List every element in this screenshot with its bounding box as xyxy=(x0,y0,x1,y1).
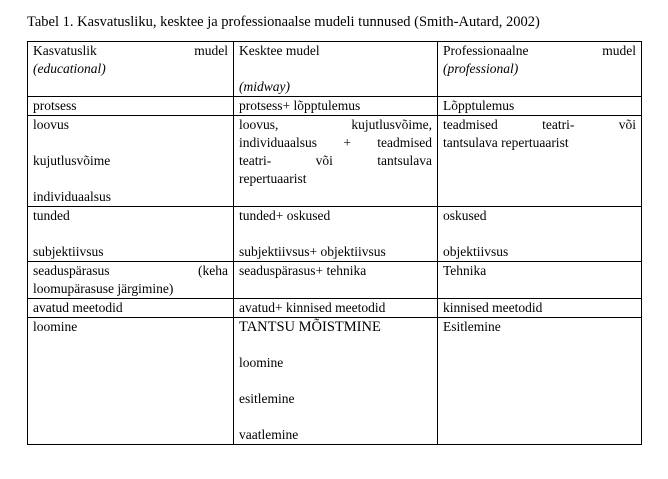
cell-r6-midway-line1: loomine xyxy=(239,355,284,370)
cell-r2-educational-line1: loovus xyxy=(33,117,70,132)
header-professional-sub: (professional) xyxy=(443,61,519,76)
cell-r2-educational xyxy=(28,116,234,207)
cell-r1-midway: protsess+ lõpptulemus xyxy=(234,97,438,116)
cell-r1-professional: Lõpptulemus xyxy=(438,97,642,116)
cell-r6-midway-line3: vaatlemine xyxy=(239,427,299,442)
cell-r3-midway xyxy=(234,207,438,262)
cell-r3-professional-line1: oskused xyxy=(443,208,487,223)
cell-r2-midway-line3-word2: või xyxy=(315,153,333,168)
cell-r2-midway-line4: repertuaarist xyxy=(239,171,307,186)
cell-r6-professional: Esitlemine xyxy=(438,318,642,445)
cell-r4-professional: Tehnika xyxy=(438,262,642,299)
cell-r5-professional: kinnised meetodid xyxy=(438,299,642,318)
cell-r5-midway: avatud+ kinnised meetodid xyxy=(234,299,438,318)
table-row xyxy=(28,299,642,318)
cell-r4-educational-word1: seaduspärasus xyxy=(33,263,110,278)
cell-r3-professional xyxy=(438,207,642,262)
header-educational-word2: mudel xyxy=(194,43,228,58)
cell-r4-educational-line2: loomupärasuse järgimine) xyxy=(33,281,174,296)
cell-r2-midway xyxy=(234,116,438,207)
cell-r2-professional-line2: tantsulava repertuaarist xyxy=(443,135,569,150)
cell-r4-midway: seaduspärasus+ tehnika xyxy=(234,262,438,299)
table-row xyxy=(28,318,642,445)
cell-r3-professional-line2: objektiivsus xyxy=(443,244,509,259)
header-educational-sub: (educational) xyxy=(33,61,106,76)
cell-r6-midway xyxy=(234,318,438,445)
cell-r3-educational-line1: tunded xyxy=(33,208,70,223)
header-midway xyxy=(234,42,438,97)
header-educational xyxy=(28,42,234,97)
cell-r2-midway-line2: individuaalsus + teadmised xyxy=(239,135,432,150)
cell-r2-midway-line3-word3: tantsulava xyxy=(377,153,432,168)
header-professional xyxy=(438,42,642,97)
cell-r3-educational-line2: subjektiivsus xyxy=(33,244,104,259)
header-professional-word2: mudel xyxy=(602,43,636,58)
header-professional-word1: Professionaalne xyxy=(443,43,529,58)
cell-r2-midway-line3-word1: teatri- xyxy=(239,153,272,168)
cell-r5-educational: avatud meetodid xyxy=(28,299,234,318)
table-row xyxy=(28,97,642,116)
table-row xyxy=(28,262,642,299)
models-table xyxy=(27,41,642,445)
cell-r3-midway-line2: subjektiivsus+ objektiivsus xyxy=(239,244,386,259)
cell-r4-educational xyxy=(28,262,234,299)
cell-r2-educational-line2: kujutlusvõime xyxy=(33,153,111,168)
header-midway-title: Kesktee mudel xyxy=(239,43,320,58)
cell-r3-educational xyxy=(28,207,234,262)
header-educational-word1: Kasvatuslik xyxy=(33,43,97,58)
cell-r2-professional xyxy=(438,116,642,207)
table-row xyxy=(28,207,642,262)
cell-r2-professional-word2: teatri- xyxy=(542,117,575,132)
cell-r1-educational: protsess xyxy=(28,97,234,116)
table-header-row xyxy=(28,42,642,97)
cell-r2-professional-word3: või xyxy=(618,117,636,132)
table-row xyxy=(28,116,642,207)
table-caption: Tabel 1. Kasvatusliku, kesktee ja professionaalse mudeli tunnused (Smith-Autard, 2002) xyxy=(27,14,540,30)
cell-r4-educational-word2: (keha xyxy=(198,263,228,278)
cell-r2-midway-word1: loovus, xyxy=(239,117,279,132)
cell-r6-educational: loomine xyxy=(28,318,234,445)
cell-r6-midway-line2: esitlemine xyxy=(239,391,295,406)
cell-r2-midway-word2: kujutlusvõime, xyxy=(351,117,432,132)
cell-r6-midway-title: TANTSU MÕISTMINE xyxy=(239,319,381,335)
header-midway-sub: (midway) xyxy=(239,79,290,94)
cell-r2-educational-line3: individuaalsus xyxy=(33,189,111,204)
cell-r2-professional-word1: teadmised xyxy=(443,117,498,132)
cell-r3-midway-line1: tunded+ oskused xyxy=(239,208,331,223)
